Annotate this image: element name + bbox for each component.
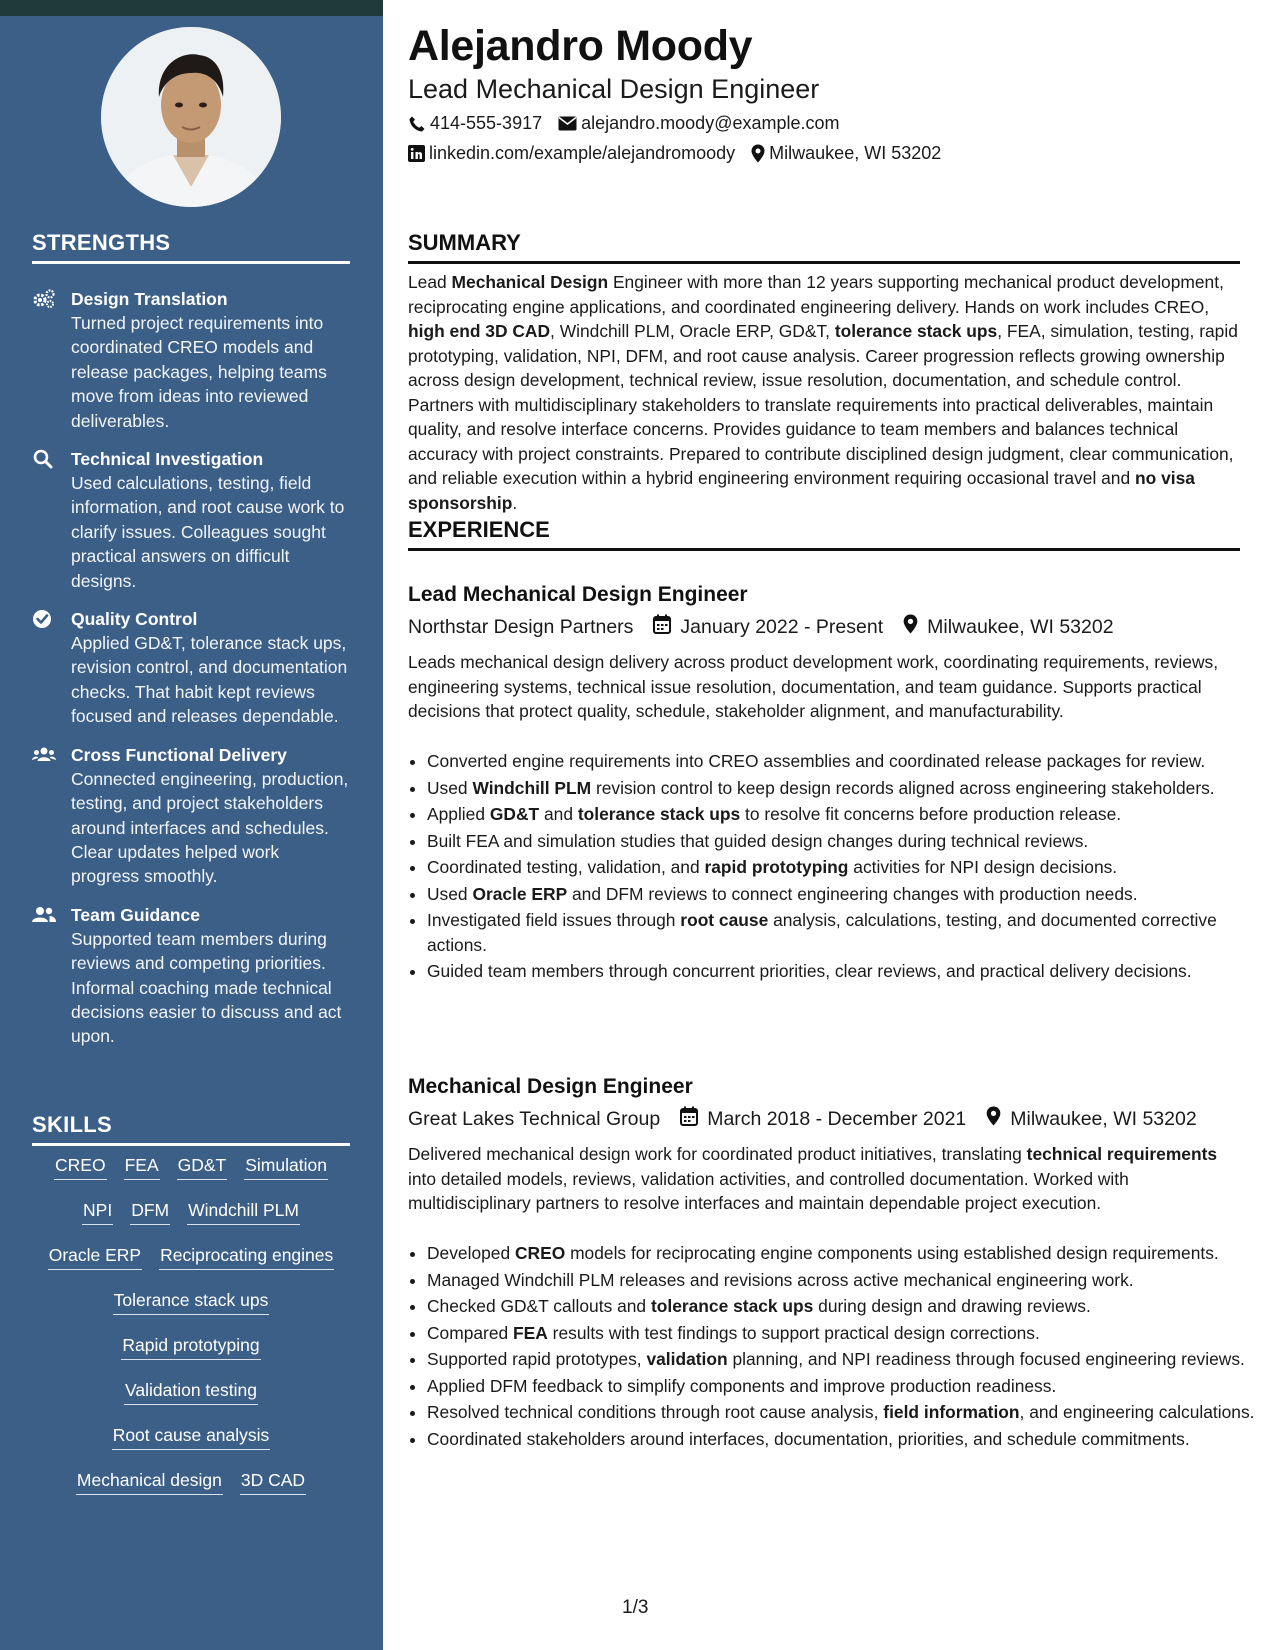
bullet-item (427, 1294, 1259, 1319)
bullet-item (427, 959, 1259, 984)
bullet-text: Converted engine requirements into CREO assemblies and coordinated release packages for review. (427, 751, 1206, 771)
bullet-item (427, 1241, 1259, 1266)
user-group-icon (32, 905, 56, 925)
bullet-text: Investigated field issues through (427, 910, 681, 930)
job-dates: January 2022 - Present (680, 615, 884, 638)
bullet-item (427, 1400, 1259, 1425)
phone-icon (408, 115, 426, 133)
contact-email[interactable] (558, 113, 839, 134)
contact-linkedin[interactable] (408, 143, 735, 164)
job-bullets (408, 1241, 1259, 1453)
bullet-text: Developed (427, 1243, 515, 1263)
bullet-text: Managed Windchill PLM releases and revisions across active mechanical engineering work. (427, 1269, 1134, 1290)
contact-phone[interactable] (408, 113, 542, 134)
bullet-item (427, 1374, 1259, 1399)
strength-title: Technical Investigation (71, 449, 264, 470)
bullet-text: Coordinated testing, validation, and (427, 857, 705, 877)
skill-tag: Mechanical design (76, 1468, 223, 1495)
page-indicator: 1/3 (622, 1597, 649, 1618)
bullet-text: revision control to keep design records aligned across engineering stakeholders. (591, 777, 1215, 798)
bullet-emphasis: field information (883, 1402, 1020, 1422)
bullet-item (427, 749, 1259, 774)
candidate-name: Alejandro Moody (408, 22, 753, 70)
check-circle-icon (32, 609, 56, 629)
strength-title: Quality Control (71, 609, 198, 630)
bullet-text: Used (427, 883, 473, 904)
bullet-emphasis: tolerance stack ups (650, 1296, 814, 1316)
bullet-emphasis: CREO (514, 1243, 566, 1263)
strength-description: Applied GD&T, tolerance stack ups, revision control, and documentation checks. That habit kept reviews focused and releases dependable. (71, 633, 348, 727)
users-icon (32, 745, 56, 765)
summary-text (408, 270, 1240, 515)
summary-part: Engineer with more than 12 years supporting mechanical product development, reciprocating engine applications, and coordinated engineering delivery. Hands on work includes CREO, (408, 272, 1224, 317)
skill-tag: NPI (82, 1198, 113, 1225)
bullet-text: Applied DFM feedback to simplify components and improve production readiness. (427, 1375, 1057, 1396)
skills-heading: SKILLS (32, 1112, 350, 1146)
map-pin-icon (986, 1106, 1001, 1132)
bullet-emphasis: root cause (680, 910, 769, 930)
job-location: Milwaukee, WI 53202 (927, 615, 1114, 638)
linkedin-icon (408, 145, 425, 162)
job-description-part: Leads mechanical design delivery across product development work, coordinating requirements, reviews, engineering systems, technical issue resolution, documentation, and team guidance. Supports practical decisions that protect quality, schedule, stakeholder alignment, and manufacturability. (408, 652, 1219, 721)
job-description-part: Delivered mechanical design work for coordinated product initiatives, translating (408, 1144, 1027, 1164)
summary-part: . (512, 492, 518, 513)
bullet-emphasis: rapid prototyping (704, 857, 849, 877)
bullet-item (427, 1347, 1259, 1372)
strength-item (32, 607, 352, 729)
skills-list (28, 1153, 354, 1513)
contact-row-2 (408, 143, 941, 164)
bullet-emphasis: GD&T (489, 804, 540, 824)
strength-title: Team Guidance (71, 904, 201, 925)
bullet-text: Compared (427, 1322, 514, 1343)
contact-location (751, 143, 941, 164)
phone-text: 414-555-3917 (430, 113, 543, 133)
calendar-icon (680, 1106, 698, 1132)
skill-tag: Windchill PLM (187, 1198, 300, 1225)
job-title: Lead Mechanical Design Engineer (408, 583, 748, 606)
bullet-item (427, 1321, 1259, 1346)
bullet-text: Guided team members through concurrent priorities, clear reviews, and practical delivery decisions. (427, 961, 1192, 981)
linkedin-text: linkedin.com/example/alejandromoody (429, 143, 736, 163)
strength-description: Supported team members during reviews and competing priorities. Informal coaching made technical decisions easier to discuss and act upon. (71, 928, 342, 1047)
skill-tag: Validation testing (124, 1378, 258, 1405)
job-dates: March 2018 - December 2021 (707, 1107, 967, 1130)
bullet-text: and (539, 804, 578, 824)
job-bullets (408, 749, 1259, 986)
strength-item (32, 447, 352, 593)
job-description-part: into detailed models, reviews, validation activities, and controlled documentation. Worked with multidisciplinary partners to resolve interfaces and maintain dependable project execution. (408, 1168, 1129, 1213)
skill-tag: Simulation (244, 1153, 328, 1180)
bullet-emphasis: Oracle ERP (472, 883, 568, 904)
strength-description: Turned project requirements into coordinated CREO models and release packages, helping teams move from ideas into reviewed deliverables. (71, 313, 327, 431)
bullet-text: Built FEA and simulation studies that guided design changes during technical reviews. (427, 830, 1089, 851)
email-text: alejandro.moody@example.com (581, 113, 840, 133)
calendar-icon (653, 614, 671, 640)
skill-tag: 3D CAD (240, 1468, 306, 1495)
bullet-text: and DFM reviews to connect engineering changes with production needs. (567, 883, 1138, 904)
company-name: Great Lakes Technical Group (408, 1107, 661, 1130)
job-description (408, 650, 1240, 724)
job-location: Milwaukee, WI 53202 (1010, 1107, 1197, 1130)
bullet-item (427, 908, 1259, 957)
skill-tag: Oracle ERP (48, 1243, 142, 1270)
summary-emphasis: no visa sponsorship (408, 468, 1195, 513)
strength-title: Design Translation (71, 289, 228, 309)
bullet-emphasis: tolerance stack ups (577, 804, 741, 824)
skill-tag: FEA (124, 1153, 160, 1180)
sidebar-top-band (0, 0, 383, 16)
bullet-text: activities for NPI design decisions. (848, 857, 1118, 877)
skill-tag: DFM (130, 1198, 170, 1225)
company-name: Northstar Design Partners (408, 615, 634, 638)
job-description (408, 1142, 1240, 1216)
summary-emphasis: high end 3D CAD (408, 321, 551, 341)
bullet-text: Supported rapid prototypes, (427, 1349, 647, 1369)
bullet-item (427, 1268, 1259, 1293)
bullet-item (427, 802, 1259, 827)
summary-emphasis: Mechanical Design (451, 272, 609, 292)
candidate-headline: Lead Mechanical Design Engineer (408, 74, 820, 104)
strengths-heading: STRENGTHS (32, 230, 350, 264)
bullet-text: Coordinated stakeholders around interfaces, documentation, priorities, and schedule commitments. (427, 1428, 1190, 1449)
map-pin-icon (751, 144, 765, 163)
bullet-text: analysis, calculations, testing, and documented corrective actions. (427, 910, 1217, 955)
job-title: Mechanical Design Engineer (408, 1075, 693, 1098)
bullet-item (427, 855, 1259, 880)
bullet-emphasis: FEA (513, 1322, 548, 1343)
experience-heading: EXPERIENCE (408, 517, 1240, 551)
skill-tag: Reciprocating engines (159, 1243, 334, 1270)
skill-tag: GD&T (177, 1153, 228, 1180)
summary-part: , FEA, simulation, testing, rapid prototyping, validation, NPI, DFM, and root cause analysis. Career progression reflects growing ownership across design development, technical review, issue resolution, documentation, and schedule control. Partners with multidisciplinary stakeholders to translate requirements into practical deliverables, maintain quality, and resolve interface concerns. Provides guidance to team members and balances technical accuracy with project constraints. Prepared to contribute disciplined design judgment, clear communication, and reliable execution within a hybrid engineering environment requiring occasional travel and (408, 321, 1238, 488)
job-description-emphasis: technical requirements (1026, 1144, 1218, 1164)
skill-tag: Rapid prototyping (121, 1333, 260, 1360)
bullet-item (427, 829, 1259, 854)
job-meta (408, 614, 1114, 640)
location-text: Milwaukee, WI 53202 (769, 143, 942, 163)
bullet-item (427, 1427, 1259, 1452)
bullet-emphasis: validation (646, 1349, 728, 1369)
strength-item (32, 903, 352, 1049)
bullet-text: to resolve fit concerns before production release. (740, 804, 1122, 824)
strength-item (32, 743, 352, 889)
contact-row-1 (408, 113, 840, 134)
bullet-text: Resolved technical conditions through root cause analysis, (427, 1402, 884, 1422)
bullet-text: Applied (427, 804, 490, 824)
gears-icon (32, 289, 56, 309)
bullet-text: , and engineering calculations. (1019, 1402, 1255, 1422)
summary-emphasis: tolerance stack ups (834, 321, 998, 341)
job-meta (408, 1106, 1197, 1132)
bullet-text: models for reciprocating engine components using established design requirements. (565, 1243, 1219, 1263)
bullet-text: planning, and NPI readiness through focused engineering reviews. (727, 1349, 1245, 1369)
profile-photo (101, 27, 281, 207)
sidebar (0, 0, 383, 1650)
strength-item (32, 287, 352, 433)
bullet-text: Checked GD&T callouts and (427, 1296, 651, 1316)
envelope-icon (558, 116, 577, 131)
bullet-item (427, 776, 1259, 801)
summary-part: , Windchill PLM, Oracle ERP, GD&T, (550, 321, 835, 341)
search-icon (32, 449, 56, 469)
summary-heading: SUMMARY (408, 230, 1240, 264)
strength-description: Connected engineering, production, testing, and project stakeholders around interfaces and schedules. Clear updates helped work progress smoothly. (71, 768, 349, 887)
skill-tag: Root cause analysis (112, 1423, 271, 1450)
skill-tag: CREO (54, 1153, 107, 1180)
bullet-text: Used (427, 777, 473, 798)
bullet-emphasis: Windchill PLM (472, 777, 592, 798)
summary-part: Lead (408, 272, 452, 292)
bullet-text: during design and drawing reviews. (813, 1296, 1091, 1316)
strength-description: Used calculations, testing, field information, and root cause work to clarify issues. Colleagues sought practical answers on difficult designs. (71, 473, 345, 591)
skill-tag: Tolerance stack ups (113, 1288, 270, 1315)
bullet-item (427, 882, 1259, 907)
strength-title: Cross Functional Delivery (71, 744, 287, 765)
strengths-list (32, 287, 352, 1063)
map-pin-icon (903, 614, 918, 640)
bullet-text: results with test findings to support practical design corrections. (547, 1322, 1040, 1343)
